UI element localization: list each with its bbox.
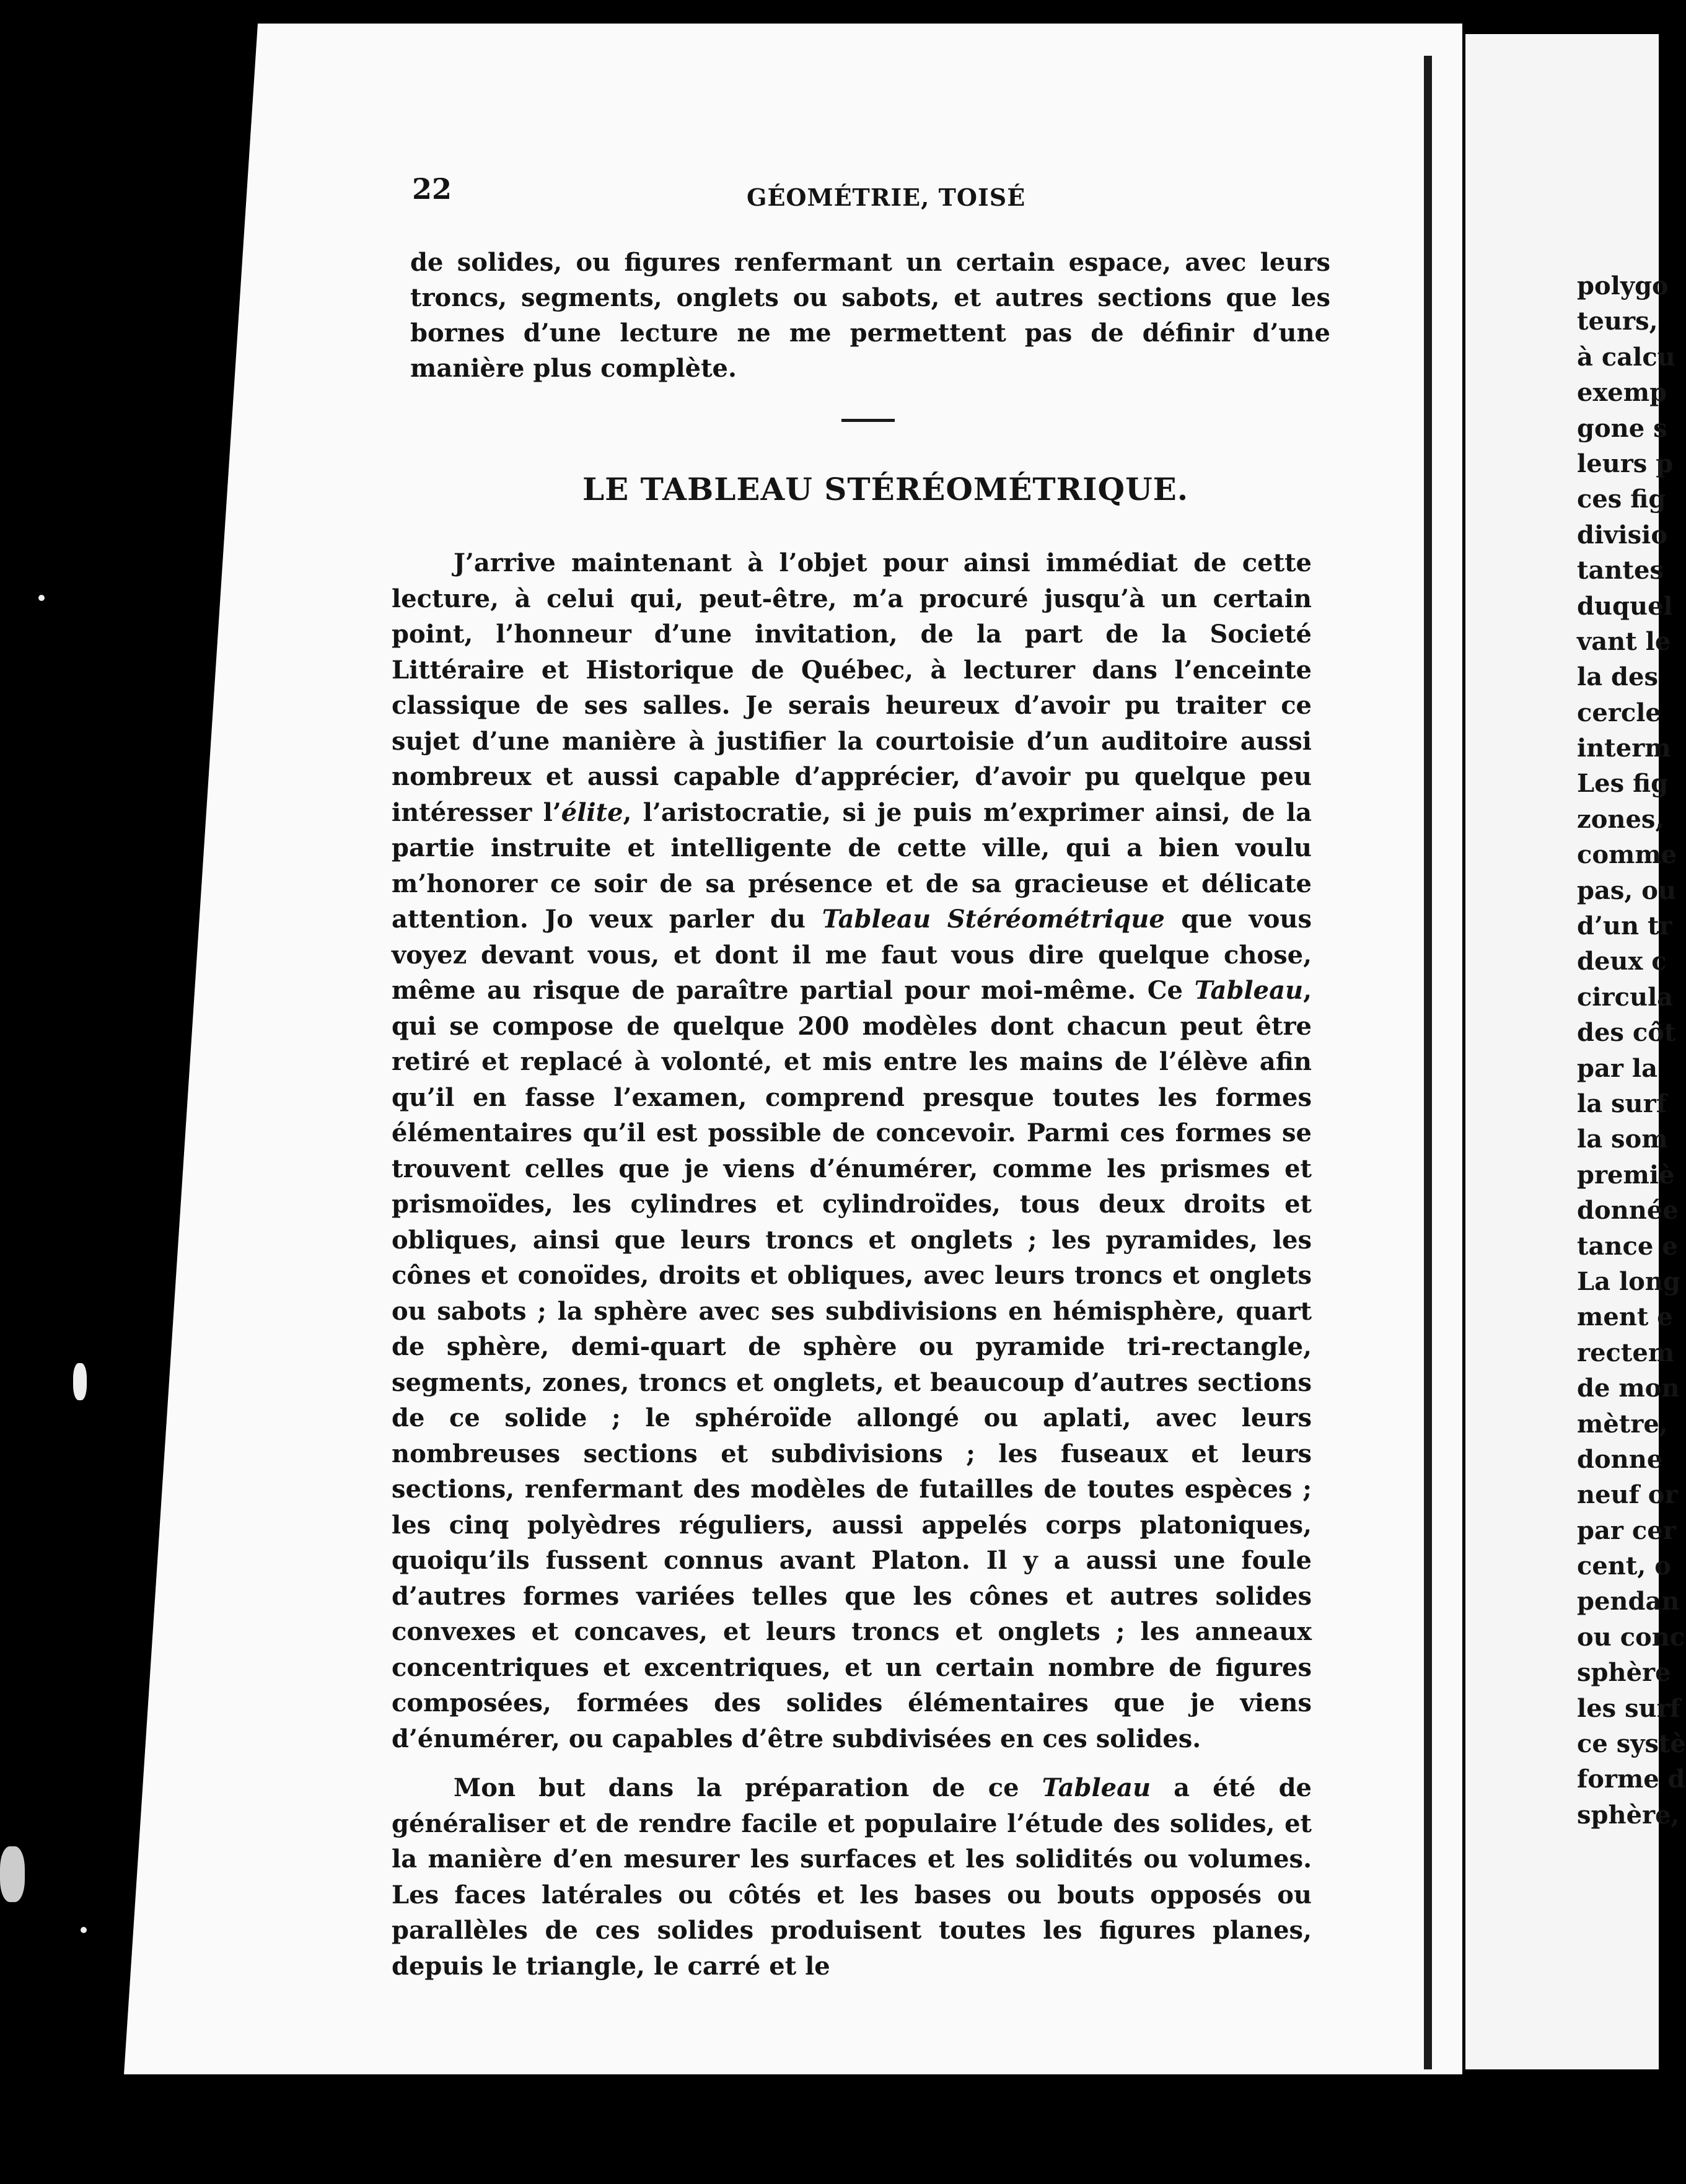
right-page-line: rectem — [1577, 1338, 1675, 1367]
running-title: GÉOMÉTRIE, TOISÉ — [747, 183, 1026, 211]
right-page-line: ce systè — [1577, 1729, 1686, 1759]
right-page-line: la des — [1577, 662, 1658, 692]
body-text — [392, 545, 1312, 1984]
right-page-line: zones, — [1577, 804, 1664, 834]
right-page-line: teurs, — [1577, 307, 1658, 336]
right-page-line: par cer — [1577, 1515, 1676, 1545]
right-page-line: vant le — [1577, 626, 1671, 656]
right-page-line: circula — [1577, 982, 1674, 1012]
right-page-line: La long — [1577, 1266, 1680, 1296]
book-spine — [1424, 56, 1432, 2069]
section-divider — [841, 419, 895, 422]
right-page-line: la surf — [1577, 1089, 1667, 1118]
right-page-line: des côt — [1577, 1018, 1676, 1048]
p1-italic-2: Tableau Stéréométrique — [822, 905, 1165, 934]
right-page-line: duquel — [1577, 591, 1673, 621]
right-page-line: sphère — [1577, 1658, 1671, 1688]
section-title: LE TABLEAU STÉRÉOMÉTRIQUE. — [582, 471, 1189, 507]
right-page-line: gone s — [1577, 413, 1667, 443]
right-page-line: neuf or — [1577, 1480, 1678, 1510]
paragraph-2 — [392, 1770, 1312, 1984]
right-page-line: premiè — [1577, 1160, 1675, 1190]
p2-italic-1: Tableau — [1042, 1773, 1151, 1802]
right-page-line: mètre, — [1577, 1409, 1668, 1439]
right-page-line: pendan — [1577, 1587, 1680, 1616]
right-page-line: Les fig — [1577, 769, 1669, 799]
right-page-line: leurs p — [1577, 449, 1674, 478]
p1-text-2: , l’aristocratie, si je puis m’exprimer ainsi, de la partie instruite et intelligente de cette ville, qui a bien voulu m’honorer ce soir de sa présence et de sa gracieuse et délicate attention. Jo veux parler du — [392, 797, 1312, 934]
right-page-line: exemp — [1577, 378, 1667, 408]
p1-text-1: J’arrive maintenant à l’objet pour ainsi immédiat de cette lecture, à celui qui, peut-être, m’a procuré jusqu’à un certain point, l’honneur d’une invitation, de la part de la Societé Littéraire et Historique de Québec, à lecturer dans l’enceinte classique de ses salles. Je serais heureux d’avoir pu traiter ce sujet d’une manière à justifier la courtoisie d’un auditoire aussi nombreux et aussi capable d’apprécier, d’avoir pu quelque peu intéresser l’ — [392, 548, 1312, 827]
p1-text-3: que vous voyez devant vous, et dont il me faut vous dire quelque chose, même au risque de paraître partial pour moi-même. Ce — [392, 905, 1312, 1005]
paragraph-1 — [392, 545, 1312, 1756]
p2-text-2: a été de généraliser et de rendre facile et populaire l’étude des solides, et la manière d’en mesurer les surfaces et les solidités ou volumes. Les faces latérales ou côtés et les bases ou bouts opposés ou parallèles de ces solides produisent toutes les figures planes, depuis le triangle, le carré et le — [392, 1773, 1312, 1981]
right-page-line: deux c — [1577, 947, 1667, 976]
right-page-line: tance e — [1577, 1231, 1678, 1261]
right-page-line: par la — [1577, 1053, 1657, 1083]
right-page-line: à calcu — [1577, 342, 1675, 372]
right-page-line: donne — [1577, 1444, 1663, 1474]
intro-paragraph — [410, 245, 1330, 386]
right-page-text — [1577, 268, 1686, 1833]
right-page-line: divisio — [1577, 520, 1667, 550]
right-page-line: pas, ou — [1577, 875, 1677, 905]
right-page-line: cent, o — [1577, 1551, 1671, 1581]
right-page-line: forme d — [1577, 1765, 1685, 1794]
right-page-line: cercle — [1577, 698, 1661, 727]
right-page-line: la som — [1577, 1125, 1668, 1154]
right-page-line: donnée — [1577, 1196, 1679, 1226]
right-page-line: ces fig — [1577, 485, 1666, 514]
p1-italic-1: élite — [561, 797, 623, 827]
right-page-line: comme — [1577, 840, 1677, 870]
right-page-line: ment e — [1577, 1302, 1673, 1332]
p1-italic-3: Tableau — [1194, 976, 1304, 1005]
right-page-line: interm — [1577, 734, 1671, 763]
right-page-line: les surf — [1577, 1693, 1680, 1723]
right-page-line: ou conc — [1577, 1622, 1685, 1652]
right-page-line: tantes — [1577, 556, 1664, 585]
p1-text-4: , qui se compose de quelque 200 modèles dont chacun peut être retiré et replacé à volonté, et mis entre les mains de l’élève afin qu’il en fasse l’examen, comprend presque toutes les formes élémentaires qu’il est possible de concevoir. Parmi ces formes se trouvent celles que je viens d’énumérer, comme les prismes et prismoïdes, les cylindres et cylindroïdes, tous deux droits et obliques, ainsi que leurs troncs et onglets ; les pyramides, les cônes et conoïdes, droits et obliques, avec leurs troncs et onglets ou sabots ; la sphère avec ses subdivisions en hémisphère, quart de sphère, demi-quart de sphère ou pyramide tri-rectangle, segments, zones, troncs et onglets, et beaucoup d’autres sections de ce solide ; le sphéroïde allongé ou aplati, avec leurs nombreuses sections et subdivisions ; les fuseaux et leurs sections, renfermant des modèles de futailles de toutes espèces ; les cinq polyèdres réguliers, aussi appelés corps platoniques, quoiqu’ils fussent connus avant Platon. Il y a aussi une foule d’autres formes variées telles que les cônes et autres solides convexes et concaves, et leurs troncs et onglets ; les anneaux concentriques et excentriques, et un certain nombre de figures composées, formées des solides élémentaires que je viens d’énumérer, ou capables d’être subdivisées en ces solides. — [392, 976, 1312, 1753]
intro-text: de solides, ou figures renfermant un certain espace, avec leurs troncs, segments, onglets ou sabots, et autres sections que les bornes d’une lecture ne me permettent pas de définir d’une manière plus complète. — [410, 248, 1330, 383]
right-page-line: d’un tr — [1577, 911, 1672, 941]
right-page-line: polygo — [1577, 271, 1669, 300]
p2-text-1: Mon but dans la préparation de ce — [454, 1773, 1042, 1802]
right-page-line: de mon — [1577, 1374, 1680, 1403]
right-page-line: sphère, — [1577, 1800, 1680, 1830]
page-number: 22 — [412, 172, 452, 206]
